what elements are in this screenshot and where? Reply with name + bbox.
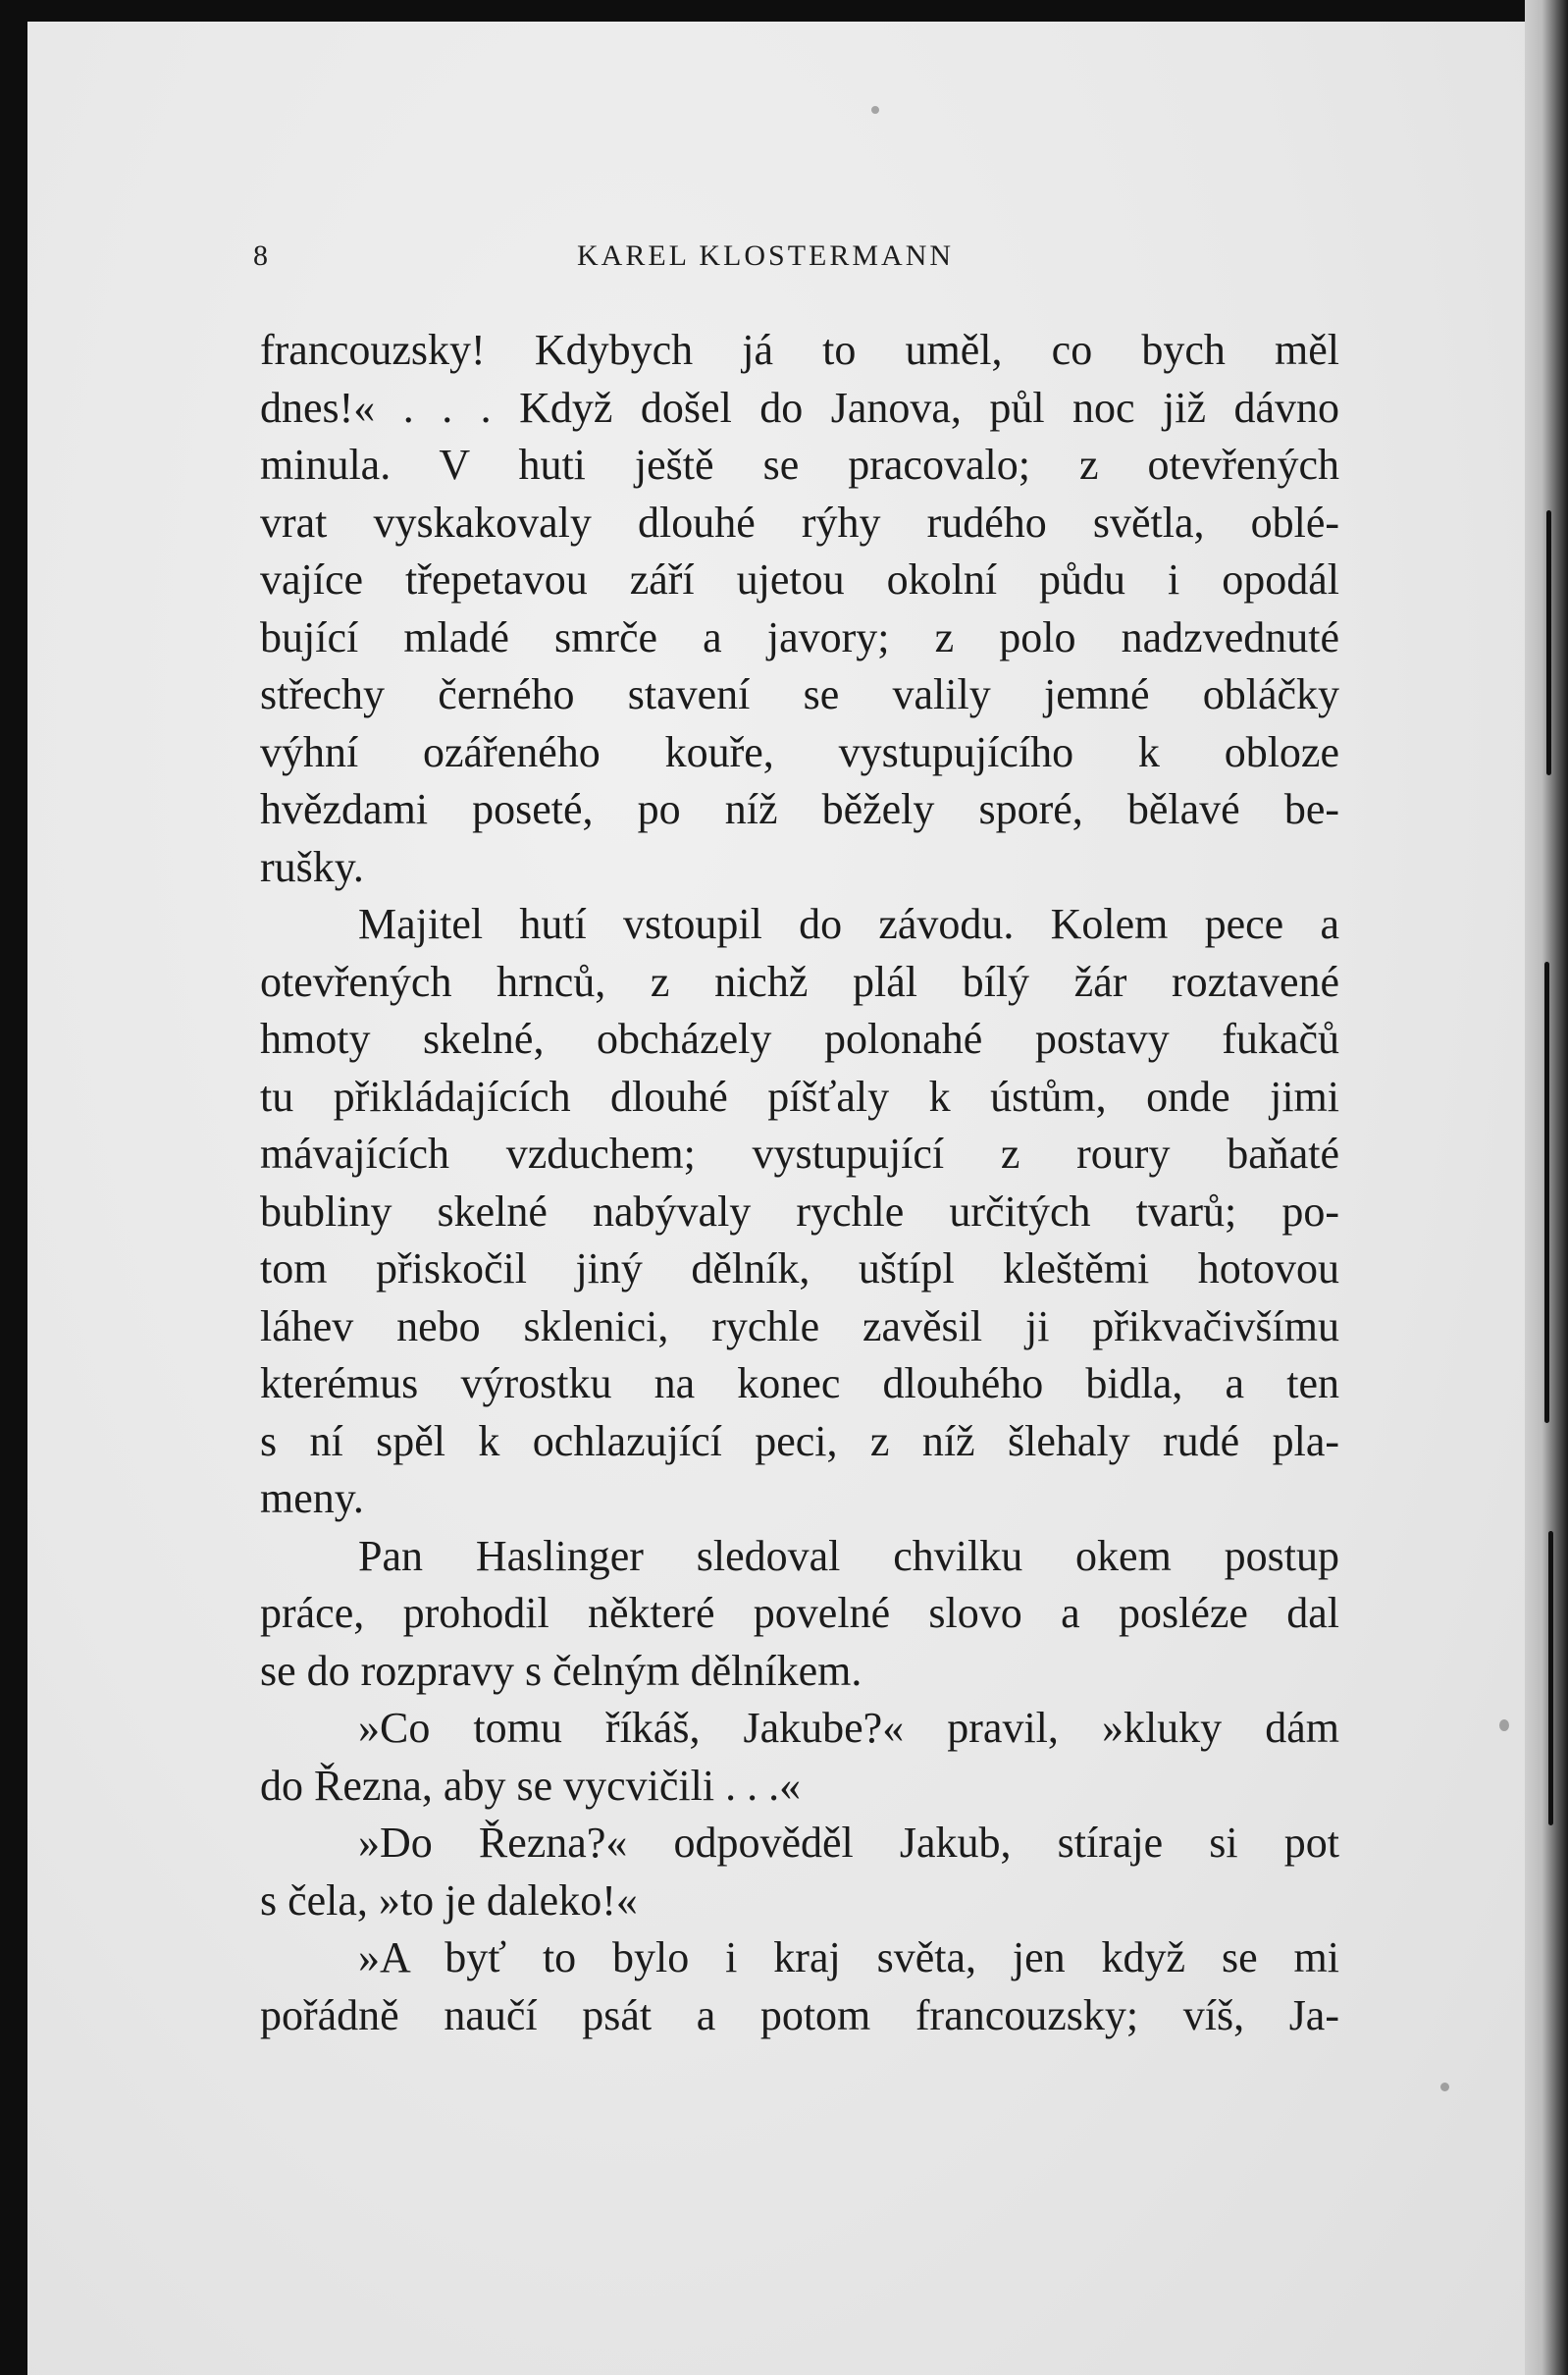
- paragraph: [260, 1528, 1339, 1701]
- text-line: střechy černého stavení se valily jemné obláčky: [260, 670, 1339, 718]
- running-head: KAREL KLOSTERMANN: [577, 239, 955, 272]
- dust-speck: [1499, 1719, 1509, 1731]
- text-line: rušky.: [260, 842, 364, 891]
- paragraph: [260, 896, 1339, 1528]
- paragraph: [260, 1929, 1339, 2044]
- page-number: 8: [253, 239, 268, 272]
- edge-mark: [1548, 1531, 1553, 1825]
- text-line: francouzsky! Kdybych já to uměl, co bych měl: [260, 326, 1339, 374]
- text-line: Majitel hutí vstoupil do závodu. Kolem pece a: [358, 900, 1339, 948]
- text-line: vajíce třepetavou září ujetou okolní půdu i opodál: [260, 555, 1339, 604]
- paragraph: [260, 1700, 1339, 1815]
- text-line: tom přiskočil jiný dělník, uštípl kleštěmi hotovou: [260, 1244, 1339, 1293]
- text-line: hmoty skelné, obcházely polonahé postavy fukačů: [260, 1015, 1339, 1063]
- dust-speck: [1440, 2083, 1449, 2091]
- text-line: otevřených hrnců, z nichž plál bílý žár roztavené: [260, 957, 1339, 1006]
- text-line: dnes!« . . . Když došel do Janova, půl noc již dávno: [260, 383, 1339, 432]
- text-line: »A byť to bylo i kraj světa, jen když se mi: [358, 1933, 1339, 1981]
- body-text: [260, 322, 1339, 2044]
- text-line: výhní ozářeného kouře, vystupujícího k obloze: [260, 727, 1339, 776]
- text-line: »Do Řezna?« odpověděl Jakub, stíraje si pot: [358, 1819, 1339, 1867]
- text-line: hvězdami poseté, po níž běžely sporé, bělavé be-: [260, 785, 1339, 833]
- page-header: [253, 236, 1342, 279]
- text-line: kterémus výrostku na konec dlouhého bidla, a ten: [260, 1359, 1339, 1407]
- text-line: »Co tomu říkáš, Jakube?« pravil, »kluky dám: [358, 1704, 1339, 1752]
- paragraph: [260, 1815, 1339, 1929]
- text-line: minula. V huti ještě se pracovalo; z otevřených: [260, 441, 1339, 489]
- text-line: vrat vyskakovaly dlouhé rýhy rudého světla, oblé-: [260, 498, 1339, 547]
- text-line: s čela, »to je daleko!«: [260, 1875, 638, 1925]
- page-edge-shadow: [1525, 0, 1568, 2375]
- text-line: Pan Haslinger sledoval chvilku okem postup: [358, 1531, 1339, 1580]
- text-line: s ní spěl k ochlazující peci, z níž šlehaly rudé pla-: [260, 1416, 1339, 1465]
- text-line: pořádně naučí psát a potom francouzsky; víš, Ja-: [260, 1990, 1339, 2039]
- text-line: bubliny skelné nabývaly rychle určitých tvarů; po-: [260, 1187, 1339, 1236]
- edge-mark: [1544, 962, 1549, 1423]
- paragraph: [260, 322, 1339, 896]
- text-line: tu přikládajících dlouhé píšťaly k ústům, onde jimi: [260, 1072, 1339, 1121]
- text-line: bující mladé smrče a javory; z polo nadzvednuté: [260, 612, 1339, 661]
- text-line: do Řezna, aby se vycvičili . . .«: [260, 1761, 802, 1810]
- edge-mark: [1546, 510, 1551, 775]
- text-line: mávajících vzduchem; vystupující z roury baňaté: [260, 1130, 1339, 1178]
- dust-speck: [871, 106, 879, 114]
- text-line: meny.: [260, 1474, 364, 1522]
- text-line: láhev nebo sklenici, rychle zavěsil ji přikvačivšímu: [260, 1301, 1339, 1350]
- text-line: se do rozpravy s čelným dělníkem.: [260, 1646, 862, 1695]
- text-line: práce, prohodil některé povelné slovo a posléze dal: [260, 1589, 1339, 1637]
